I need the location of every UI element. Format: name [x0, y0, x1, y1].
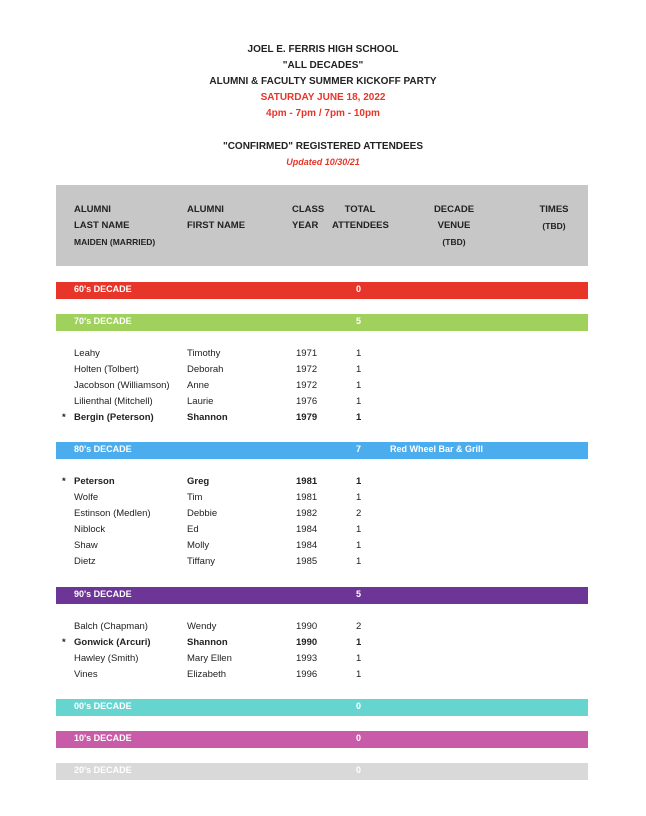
- first-name: Shannon: [187, 637, 228, 648]
- first-name: Deborah: [187, 364, 224, 375]
- class-year: 1982: [296, 508, 318, 519]
- last-name: Hawley (Smith): [74, 653, 139, 664]
- col-last-name-line3: MAIDEN (MARRIED): [74, 237, 156, 247]
- attendee-row: [56, 492, 588, 508]
- class-year: 1993: [296, 653, 318, 664]
- attendee-row: [56, 621, 588, 637]
- decade-venue: Red Wheel Bar & Grill: [390, 444, 484, 454]
- col-times-line1: TIMES: [539, 204, 569, 215]
- class-year: 1981: [296, 476, 318, 487]
- first-name: Molly: [187, 540, 210, 551]
- last-name: Leahy: [74, 348, 100, 359]
- decade-label: 80's DECADE: [74, 444, 132, 454]
- decade-band-90s: [56, 587, 588, 604]
- col-first-name-line2: FIRST NAME: [187, 220, 246, 231]
- first-name: Tiffany: [187, 556, 215, 567]
- attendee-count: 2: [356, 508, 362, 519]
- decade-label: 20's DECADE: [74, 765, 132, 775]
- first-name: Elizabeth: [187, 669, 227, 680]
- first-name: Mary Ellen: [187, 653, 232, 664]
- last-name: Niblock: [74, 524, 106, 535]
- attendee-row: [56, 540, 588, 556]
- first-name: Debbie: [187, 508, 218, 519]
- event-times: 4pm - 7pm / 7pm - 10pm: [266, 108, 380, 119]
- first-name: Anne: [187, 380, 210, 391]
- attendee-row: [56, 556, 588, 572]
- col-first-name: [187, 202, 245, 234]
- event-date: SATURDAY JUNE 18, 2022: [260, 92, 386, 103]
- class-year: 1979: [296, 412, 318, 423]
- decade-total: 7: [356, 444, 362, 454]
- col-venue-line2: VENUE: [437, 220, 471, 231]
- attendee-count: 1: [356, 637, 362, 648]
- attendee-row: [56, 348, 588, 364]
- col-times: [534, 202, 574, 234]
- decade-total: 0: [356, 701, 362, 711]
- col-class-year: [292, 202, 324, 234]
- first-name: Greg: [187, 476, 210, 487]
- school-name: JOEL E. FERRIS HIGH SCHOOL: [247, 44, 399, 55]
- col-last-name: [74, 202, 155, 250]
- decade-total: 5: [356, 589, 362, 599]
- col-first-name-line1: ALUMNI: [187, 204, 224, 215]
- last-name: Lilienthal (Mitchell): [74, 396, 153, 407]
- class-year: 1984: [296, 524, 318, 535]
- decade-band-20s: [56, 763, 588, 780]
- last-name: Peterson: [74, 476, 115, 487]
- attendee-row: [56, 524, 588, 540]
- event-tagline: "ALL DECADES": [282, 60, 364, 71]
- list-title: "CONFIRMED" REGISTERED ATTENDEES: [222, 141, 424, 152]
- last-name: Dietz: [74, 556, 96, 567]
- first-name: Wendy: [187, 621, 217, 632]
- col-venue-line1: DECADE: [433, 204, 475, 215]
- attendee-row: [56, 364, 588, 380]
- updated-date: Updated 10/30/21: [286, 157, 360, 167]
- first-name: Shannon: [187, 412, 228, 423]
- decade-label: 90's DECADE: [74, 589, 132, 599]
- decade-band-00s: [56, 699, 588, 716]
- attendee-count: 1: [356, 380, 362, 391]
- col-total-line1: TOTAL: [344, 204, 376, 215]
- event-title: ALUMNI & FACULTY SUMMER KICKOFF PARTY: [209, 76, 437, 87]
- attendee-count: 1: [356, 396, 362, 407]
- decade-total: 0: [356, 733, 362, 743]
- registrant-marker: *: [62, 476, 66, 487]
- last-name: Jacobson (Williamson): [74, 380, 170, 391]
- attendee-count: 1: [356, 476, 362, 487]
- first-name: Laurie: [187, 396, 214, 407]
- decade-total: 5: [356, 316, 362, 326]
- decade-label: 60's DECADE: [74, 284, 132, 294]
- col-total-line2: ATTENDEES: [332, 220, 389, 231]
- decade-band-70s: [56, 314, 588, 331]
- col-class-year-line1: CLASS: [292, 204, 325, 215]
- last-name: Wolfe: [74, 492, 99, 503]
- decade-label: 70's DECADE: [74, 316, 132, 326]
- first-name: Ed: [187, 524, 199, 535]
- first-name: Tim: [187, 492, 203, 503]
- class-year: 1981: [296, 492, 318, 503]
- attendee-count: 1: [356, 492, 362, 503]
- decade-band-60s: [56, 282, 588, 299]
- attendee-count: 1: [356, 540, 362, 551]
- attendee-row: [56, 653, 588, 669]
- attendee-count: 1: [356, 669, 362, 680]
- class-year: 1990: [296, 637, 318, 648]
- class-year: 1985: [296, 556, 318, 567]
- attendee-row: [56, 396, 588, 412]
- col-venue: [424, 202, 484, 250]
- attendee-count: 1: [356, 653, 362, 664]
- attendee-count: 2: [356, 621, 362, 632]
- col-last-name-line1: ALUMNI: [74, 204, 111, 215]
- col-venue-line3: (TBD): [442, 237, 466, 247]
- last-name: Bergin (Peterson): [74, 412, 154, 423]
- last-name: Balch (Chapman): [74, 621, 148, 632]
- attendee-count: 1: [356, 556, 362, 567]
- attendee-row: [56, 508, 588, 524]
- decade-total: 0: [356, 765, 362, 775]
- decade-band-80s: [56, 442, 588, 459]
- attendee-row: [56, 476, 588, 492]
- decade-label: 10's DECADE: [74, 733, 132, 743]
- registrant-marker: *: [62, 412, 66, 423]
- attendee-count: 1: [356, 412, 362, 423]
- decade-total: 0: [356, 284, 362, 294]
- attendee-count: 1: [356, 364, 362, 375]
- class-year: 1972: [296, 380, 318, 391]
- last-name: Shaw: [74, 540, 98, 551]
- last-name: Gonwick (Arcuri): [74, 637, 151, 648]
- attendee-row: [56, 669, 588, 685]
- column-header: [56, 185, 588, 266]
- attendee-row: [56, 637, 588, 653]
- col-total: [332, 202, 388, 234]
- class-year: 1971: [296, 348, 318, 359]
- class-year: 1990: [296, 621, 318, 632]
- attendee-row: [56, 412, 588, 428]
- col-last-name-line2: LAST NAME: [74, 220, 130, 231]
- registrant-marker: *: [62, 637, 66, 648]
- class-year: 1972: [296, 364, 318, 375]
- last-name: Vines: [74, 669, 98, 680]
- decade-label: 00's DECADE: [74, 701, 132, 711]
- col-class-year-line2: YEAR: [292, 220, 319, 231]
- col-times-line2: (TBD): [542, 221, 566, 231]
- last-name: Holten (Tolbert): [74, 364, 139, 375]
- last-name: Estinson (Medlen): [74, 508, 151, 519]
- attendee-count: 1: [356, 348, 362, 359]
- class-year: 1984: [296, 540, 318, 551]
- first-name: Timothy: [187, 348, 221, 359]
- class-year: 1996: [296, 669, 318, 680]
- decade-band-10s: [56, 731, 588, 748]
- attendee-row: [56, 380, 588, 396]
- class-year: 1976: [296, 396, 318, 407]
- attendee-count: 1: [356, 524, 362, 535]
